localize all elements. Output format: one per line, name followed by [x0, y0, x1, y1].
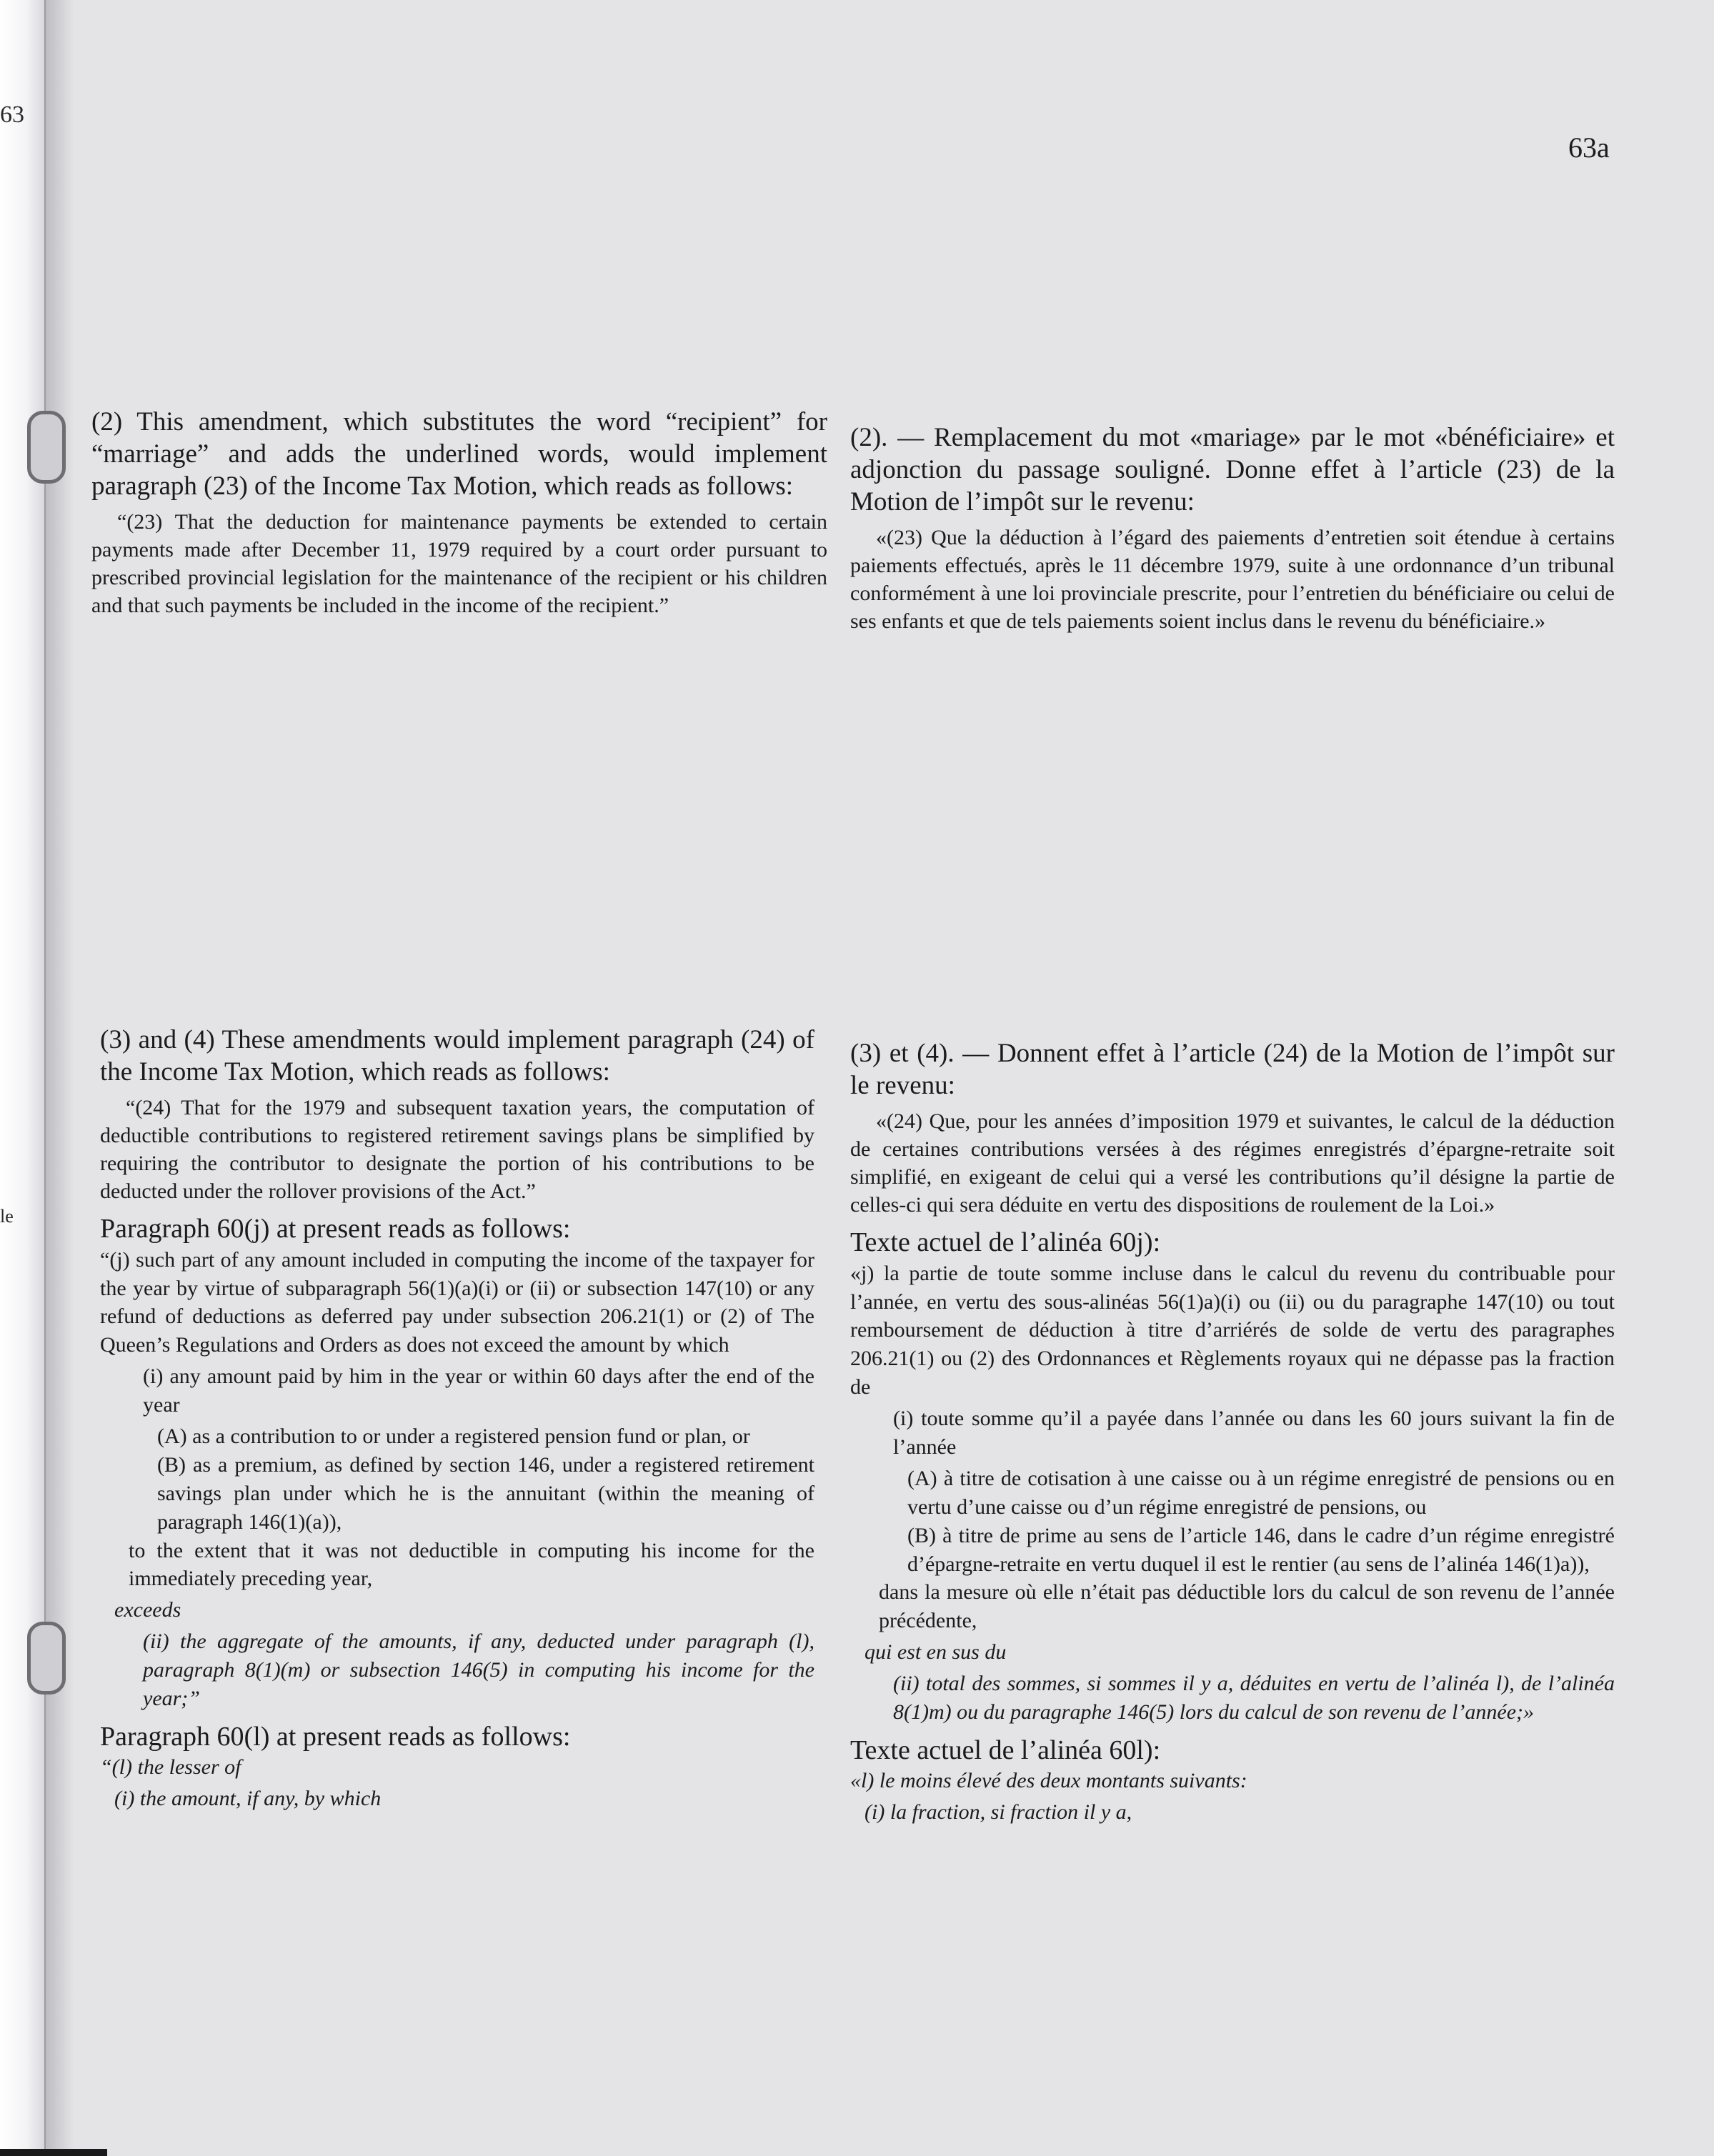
- left-60l-sub-i: (i) the amount, if any, by which: [114, 1787, 382, 1811]
- right-heading-60j: Texte actuel de l’alinéa 60j):: [850, 1227, 1161, 1258]
- left-section-3: [100, 1024, 814, 1816]
- right-s3-quote: «(24) Que, pour les années d’imposition 1979 et suivantes, le calcul de la déduction de certaines contributions versées à des régimes enregistrés d’épargne-retraite soit simplifié, en exigeant de celui qui a versé les contributions qu’il désigne la partie de celles-ci qui sera déduite en vertu des dispositions de roulement de la Loi.»: [850, 1109, 1615, 1217]
- binding-gutter: [0, 0, 46, 2156]
- left-60j-clause-b: (B) as a premium, as defined by section 146, under a registered retirement savings plan under which he is the annuitant (within the meaning of paragraph 146(1)(a)),: [157, 1452, 814, 1534]
- left-s3-quote: “(24) That for the 1979 and subsequent taxation years, the computation of deductible contributions to registered retirement savings plans be simplified by requiring the contributor to designate the portion of his contributions to be deducted under the rollover provisions of the Act.”: [100, 1096, 814, 1204]
- right-statute-60l: [850, 1767, 1615, 1827]
- left-60j-extent: to the extent that it was not deductible in computing his income for the immediately preceding year,: [129, 1538, 814, 1591]
- previous-page-number-fragment: 63: [0, 101, 24, 128]
- right-60j-clauses: [850, 1464, 1615, 1579]
- right-s2-lead: (2). — Remplacement du mot «mariage» par le mot «bénéficiaire» et adjonction du passage souligné. Donne effet à l’article (23) de la Motion de l’impôt sur le revenu:: [850, 423, 1615, 517]
- right-60j-clause-b: (B) à titre de prime au sens de l’article 146, dans le cadre d’un régime enregistré d’épargne-retraite en vertu duquel il est le rentier (au sens de l’alinéa 146(1)a)),: [907, 1523, 1615, 1576]
- right-heading-60l: Texte actuel de l’alinéa 60l):: [850, 1735, 1161, 1765]
- right-section-3: [850, 1037, 1615, 1830]
- right-60l-text: «l) le moins élevé des deux montants suivants:: [850, 1769, 1247, 1793]
- right-60l-sub-i: (i) la fraction, si fraction il y a,: [865, 1800, 1132, 1825]
- left-60j-clauses: [100, 1422, 814, 1537]
- left-s2-lead: (2) This amendment, which substitutes the word “recipient” for “marriage” and adds the underlined words, would implement paragraph (23) of the Income Tax Motion, which reads as follows:: [91, 407, 827, 501]
- left-s2-quote: “(23) That the deduction for maintenance payments be extended to certain payments made after December 11, 1979 required by a court order pursuant to prescribed provincial legislation for the maintenance of the recipient or his children and that such payments be included in the income of the recipient.”: [91, 510, 827, 618]
- right-section-2: [850, 421, 1615, 635]
- right-60j-sub-ii: (ii) total des sommes, si sommes il y a, déduites en vertu de l’alinéa l), de l’alinéa 8(1)m) ou du paragraphe 146(5) lors du calcul de son revenu de l’année;»: [893, 1672, 1615, 1724]
- binding-shadow: [46, 0, 74, 2156]
- left-statute-60l: [100, 1753, 814, 1813]
- left-statute-60j: [100, 1246, 814, 1713]
- right-s2-quote: «(23) Que la déduction à l’égard des paiements d’entretien soit étendue à certains paiements effectués, après le 11 décembre 1979, suite à une ordonnance d’un tribunal conformément à une loi provinciale prescrite, pour l’entretien du bénéficiaire ou celui de ses enfants et que de tels paiements soient inclus dans le revenu du bénéficiaire.»: [850, 526, 1615, 634]
- left-60j-text: “(j) such part of any amount included in computing the income of the taxpayer for the year by virtue of subparagraph 56(1)(a)(i) or (ii) or subsection 147(10) or any refund of deductions as deferred pay under subsection 206.21(1) or (2) of The Queen’s Regulations and Orders as does not exceed the amount by which: [100, 1247, 814, 1357]
- binder-ring-hole-bottom: [27, 1622, 66, 1695]
- right-statute-60j: [850, 1259, 1615, 1727]
- left-60j-exceeds: exceeds: [114, 1598, 181, 1622]
- scan-edge: [0, 2149, 107, 2156]
- right-60j-extent: dans la mesure où elle n’était pas déductible lors du calcul de son revenu de l’année précédente,: [879, 1580, 1615, 1633]
- right-60j-text: «j) la partie de toute somme incluse dans le calcul du revenu du contribuable pour l’année, en vertu des sous-alinéas 56(1)a)(i) ou (ii) ou du paragraphe 147(10) ou tout remboursement de déduction à titre d’arriérés de solde de vertu des paragraphes 206.21(1) ou (2) des Ordonnances et Règlements royaux qui ne dépasse pas la fraction de: [850, 1261, 1615, 1399]
- right-60j-clause-a: (A) à titre de cotisation à une caisse ou à un régime enregistré de pensions ou en vertu d’une caisse ou d’un régime enregistré de pensions, ou: [907, 1466, 1615, 1519]
- binder-ring-hole-top: [27, 411, 66, 484]
- left-60j-clause-a: (A) as a contribution to or under a registered pension fund or plan, or: [157, 1424, 750, 1448]
- left-heading-60j: Paragraph 60(j) at present reads as follows:: [100, 1214, 571, 1244]
- left-heading-60l: Paragraph 60(l) at present reads as follows:: [100, 1721, 571, 1752]
- right-s3-lead: (3) et (4). — Donnent effet à l’article (24) de la Motion de l’impôt sur le revenu:: [850, 1039, 1615, 1101]
- left-s3-lead: (3) and (4) These amendments would implement paragraph (24) of the Income Tax Motion, which reads as follows:: [100, 1025, 814, 1087]
- left-section-2: [91, 406, 827, 619]
- left-60j-sub-ii: (ii) the aggregate of the amounts, if any, deducted under paragraph (l), paragraph 8(1)(m) or subsection 146(5) in computing his income for the year;”: [143, 1630, 814, 1710]
- left-60l-text: “(l) the lesser of: [100, 1755, 241, 1780]
- left-60j-sub-i: (i) any amount paid by him in the year or within 60 days after the end of the year: [143, 1364, 814, 1417]
- right-60j-sub-i: (i) toute somme qu’il a payée dans l’année ou dans les 60 jours suivant la fin de l’année: [893, 1407, 1615, 1459]
- previous-page-text-fragment: le: [0, 1206, 14, 1227]
- right-60j-exceeds: qui est en sus du: [865, 1640, 1007, 1665]
- page-number: 63a: [1568, 131, 1610, 164]
